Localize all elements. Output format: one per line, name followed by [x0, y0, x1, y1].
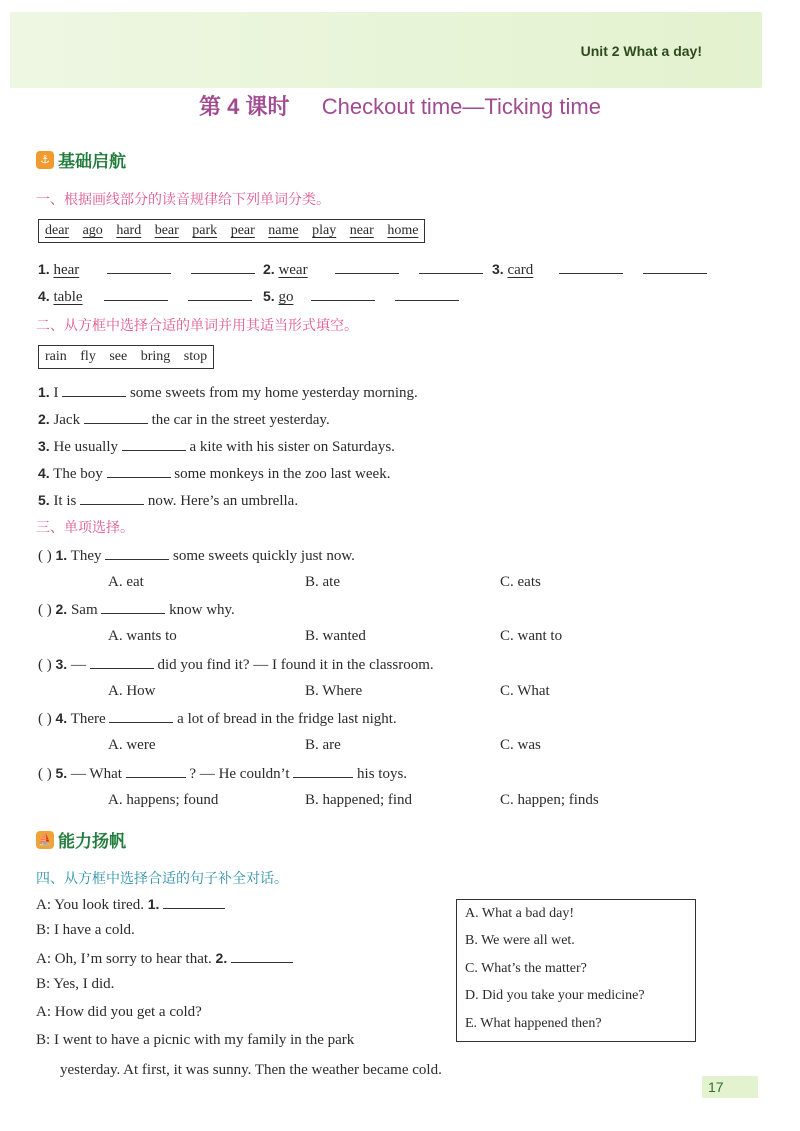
section-basic-title: 基础启航: [58, 152, 126, 171]
option-b[interactable]: B. happened; find: [305, 792, 413, 808]
answer-paren[interactable]: ( ): [38, 548, 52, 564]
answer-blank[interactable]: [311, 287, 375, 301]
option-a[interactable]: A. wants to: [108, 628, 177, 644]
dialogue-line-4: B: Yes, I did.: [36, 976, 115, 992]
task4-title: 四、从方框中选择合适的句子补全对话。: [36, 870, 288, 886]
word: see: [109, 349, 128, 364]
answer-blank[interactable]: [559, 260, 623, 274]
fill-item-2: 2. Jack the car in the street yesterday.: [38, 411, 330, 428]
answer-blank[interactable]: [335, 260, 399, 274]
word: fly: [80, 349, 96, 364]
mc-question-1: ( ) 1. They some sweets quickly just now.: [38, 547, 355, 564]
word: park: [192, 223, 218, 238]
answer-blank[interactable]: [191, 260, 255, 274]
answer-blank: [126, 764, 186, 778]
answer-blank[interactable]: [80, 491, 144, 505]
dialogue-line-1: A: You look tired. 1.: [36, 895, 225, 914]
word: bring: [140, 349, 171, 364]
option-c[interactable]: C. was: [500, 737, 541, 753]
answer-blank[interactable]: [163, 895, 225, 909]
option-c[interactable]: C. want to: [500, 628, 563, 644]
sail-icon: ⛵: [36, 831, 54, 849]
answer-blank: [109, 709, 173, 723]
answer-paren[interactable]: ( ): [38, 657, 52, 673]
answer-paren[interactable]: ( ): [38, 766, 52, 782]
dialogue-line-2: B: I have a cold.: [36, 922, 135, 938]
option-b[interactable]: B. are: [305, 737, 341, 753]
lesson-title: [0, 90, 800, 121]
section-basic: [36, 147, 126, 172]
option-a[interactable]: A. How: [108, 683, 156, 699]
option-a[interactable]: A. eat: [108, 574, 144, 590]
word: dear: [45, 223, 70, 238]
answer-blank: [293, 764, 353, 778]
answer-blank[interactable]: [395, 287, 459, 301]
classify-item-3: 3. card: [492, 260, 707, 279]
answer-blank[interactable]: [62, 383, 126, 397]
answer-blank[interactable]: [419, 260, 483, 274]
word: near: [349, 223, 374, 238]
fill-item-1: 1. I some sweets from my home yesterday morning.: [38, 384, 418, 401]
classify-item-5: 5. go: [263, 287, 459, 306]
word: name: [268, 223, 299, 238]
sentence-option-b: B. We were all wet.: [465, 933, 575, 949]
lesson-title-text: Checkout time—Ticking time: [321, 94, 601, 119]
classify-item-1: 1. hear: [38, 260, 255, 279]
answer-blank[interactable]: [84, 410, 148, 424]
mc-question-3: ( ) 3. — did you find it? — I found it in the classroom.: [38, 656, 434, 673]
word: rain: [45, 349, 67, 364]
answer-paren[interactable]: ( ): [38, 602, 52, 618]
anchor-icon: ⚓: [36, 151, 54, 169]
sentence-option-d: D. Did you take your medicine?: [465, 988, 645, 1004]
answer-blank[interactable]: [107, 464, 171, 478]
word: play: [312, 223, 337, 238]
word: bear: [154, 223, 179, 238]
mc-question-2: ( ) 2. Sam know why.: [38, 601, 235, 618]
mc-question-5: ( ) 5. — What ? — He couldn’t his toys.: [38, 765, 408, 782]
answer-blank: [90, 655, 154, 669]
answer-paren[interactable]: ( ): [38, 711, 52, 727]
section-ability-title: 能力扬帆: [58, 832, 126, 851]
option-c[interactable]: C. What: [500, 683, 550, 699]
option-b[interactable]: B. Where: [305, 683, 363, 699]
answer-blank: [101, 600, 165, 614]
option-b[interactable]: B. wanted: [305, 628, 366, 644]
answer-blank[interactable]: [107, 260, 171, 274]
word: hard: [116, 223, 142, 238]
fill-item-5: 5. It is now. Here’s an umbrella.: [38, 492, 299, 509]
page-number: 17: [702, 1076, 758, 1098]
fill-item-3: 3. He usually a kite with his sister on Saturdays.: [38, 438, 395, 455]
fill-item-4: 4. The boy some monkeys in the zoo last week.: [38, 465, 391, 482]
lesson-number: 第 4 课时: [199, 94, 290, 119]
mc-question-4: ( ) 4. There a lot of bread in the fridge last night.: [38, 710, 397, 727]
answer-blank[interactable]: [188, 287, 252, 301]
option-a[interactable]: A. happens; found: [108, 792, 219, 808]
answer-blank[interactable]: [643, 260, 707, 274]
dialogue-continuation: yesterday. At first, it was sunny. Then the weather became cold.: [60, 1062, 442, 1078]
word: ago: [82, 223, 103, 238]
answer-blank[interactable]: [122, 437, 186, 451]
option-c[interactable]: C. eats: [500, 574, 541, 590]
task2-title: 二、从方框中选择合适的单词并用其适当形式填空。: [36, 317, 358, 333]
classify-item-4: 4. table: [38, 287, 252, 306]
answer-blank[interactable]: [104, 287, 168, 301]
answer-blank: [105, 546, 169, 560]
word-box-1: [38, 219, 425, 243]
word: pear: [230, 223, 255, 238]
sentence-option-e: E. What happened then?: [465, 1015, 602, 1031]
answer-blank[interactable]: [231, 949, 293, 963]
word-box-2: [38, 345, 214, 369]
section-ability: [36, 827, 126, 852]
word: home: [387, 223, 419, 238]
unit-label: Unit 2 What a day!: [580, 43, 702, 59]
dialogue-line-5: A: How did you get a cold?: [36, 1004, 202, 1020]
sentence-option-c: C. What’s the matter?: [465, 960, 587, 976]
option-c[interactable]: C. happen; finds: [500, 792, 599, 808]
task1-title: 一、根据画线部分的读音规律给下列单词分类。: [36, 191, 330, 207]
option-a[interactable]: A. were: [108, 737, 156, 753]
sentence-option-a: A. What a bad day!: [465, 906, 574, 921]
sentence-options-box: [456, 899, 696, 1042]
task3-title: 三、单项选择。: [36, 519, 134, 535]
dialogue-line-6: B: I went to have a picnic with my family in the park: [36, 1032, 355, 1048]
dialogue-line-3: A: Oh, I’m sorry to hear that. 2.: [36, 949, 293, 968]
word: stop: [183, 349, 208, 364]
classify-item-2: 2. wear: [263, 260, 483, 279]
option-b[interactable]: B. ate: [305, 574, 340, 590]
